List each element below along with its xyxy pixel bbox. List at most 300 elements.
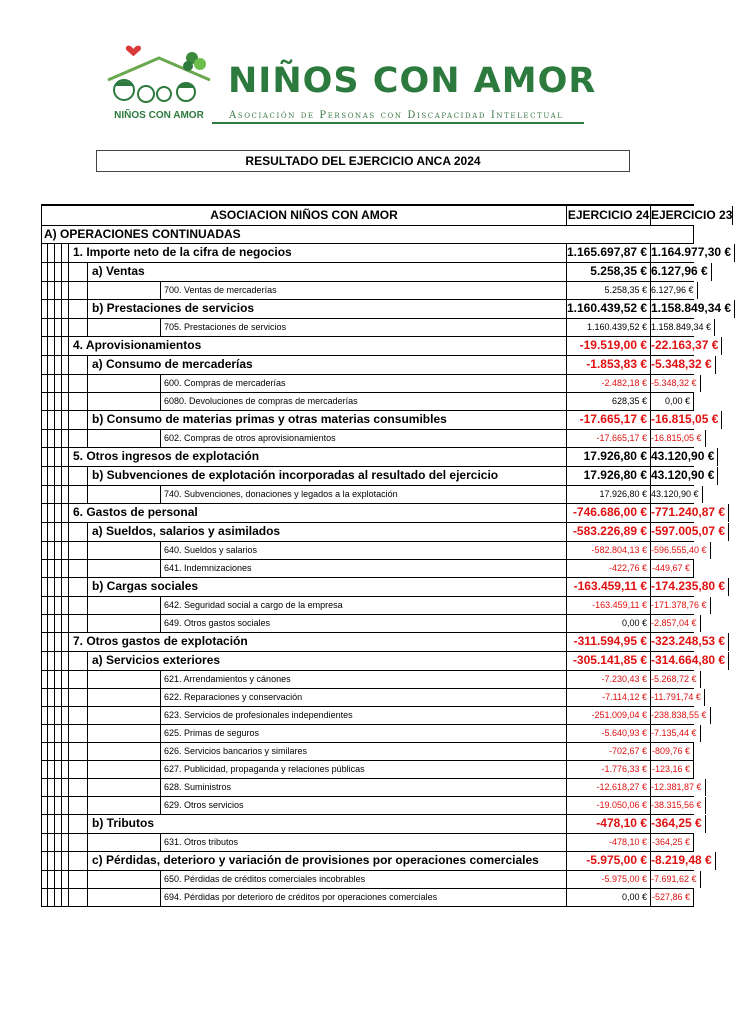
indent-cell — [48, 743, 55, 760]
indent-cell — [69, 375, 88, 392]
indent-cell — [55, 652, 62, 670]
row-label: 7. Otros gastos de explotación — [69, 633, 567, 651]
indent-cell — [69, 411, 88, 429]
section-label: A) OPERACIONES CONTINUADAS — [41, 226, 694, 243]
indent-cell — [41, 375, 48, 392]
value-2023: -7.691,62 € — [651, 871, 701, 888]
indent-cell — [69, 707, 88, 724]
table-row — [41, 578, 726, 597]
indent-cell — [62, 319, 69, 336]
value-2023: 6.127,96 € — [651, 263, 712, 281]
indent-cell — [69, 689, 88, 706]
indent-cell — [55, 467, 62, 485]
table-row — [41, 542, 707, 560]
row-label: c) Pérdidas, deterioro y variación de provisiones por operaciones comerciales — [88, 852, 567, 870]
value-2024: -5.640,93 € — [567, 725, 651, 742]
value-2024: 5.258,35 € — [567, 282, 651, 299]
indent-cell — [55, 504, 62, 522]
value-2024: 5.258,35 € — [567, 263, 651, 281]
value-2024: -19.519,00 € — [567, 337, 651, 355]
indent-cell — [41, 560, 48, 577]
row-label: a) Consumo de mercaderías — [88, 356, 567, 374]
indent-cell — [55, 725, 62, 742]
table-row — [41, 393, 694, 411]
indent-cell — [55, 597, 62, 614]
indent-cell — [69, 834, 88, 851]
indent-cell — [55, 615, 62, 632]
indent-cell — [41, 282, 48, 299]
indent-cell — [41, 300, 48, 318]
indent-cell — [55, 393, 62, 410]
indent-cell — [41, 852, 48, 870]
value-2023: 0,00 € — [651, 393, 694, 410]
indent-cell — [41, 356, 48, 374]
indent-cell — [41, 797, 48, 814]
indent-cell — [48, 486, 55, 503]
indent-cell — [69, 797, 88, 814]
indent-cell — [88, 797, 161, 814]
logo-text: NIÑOS CON AMOR — [114, 110, 204, 121]
indent-cell — [48, 815, 55, 833]
indent-cell — [62, 689, 69, 706]
indent-cell — [62, 743, 69, 760]
table-row — [41, 779, 702, 797]
value-2023: -12.381,87 € — [651, 779, 706, 796]
indent-cell — [41, 633, 48, 651]
indent-cell — [55, 560, 62, 577]
indent-cell — [41, 834, 48, 851]
row-label: 6. Gastos de personal — [69, 504, 567, 522]
indent-cell — [69, 393, 88, 410]
table-row — [41, 263, 708, 282]
indent-cell — [55, 743, 62, 760]
indent-cell — [62, 282, 69, 299]
indent-cell — [55, 671, 62, 688]
table-row — [41, 671, 697, 689]
value-2023: 43.120,90 € — [651, 486, 703, 503]
indent-cell — [41, 319, 48, 336]
indent-cell — [41, 871, 48, 888]
indent-cell — [88, 542, 161, 559]
value-2023: -11.791,74 € — [651, 689, 705, 706]
table-row — [41, 430, 702, 448]
indent-cell — [48, 652, 55, 670]
indent-cell — [62, 375, 69, 392]
indent-cell — [69, 761, 88, 778]
value-2024: 17.926,80 € — [567, 467, 651, 485]
value-2024: 17.926,80 € — [567, 448, 651, 466]
indent-cell — [55, 282, 62, 299]
value-2024: -163.459,11 € — [567, 578, 651, 596]
indent-cell — [62, 486, 69, 503]
indent-cell — [88, 707, 161, 724]
table-row — [41, 871, 697, 889]
indent-cell — [88, 615, 161, 632]
indent-cell — [41, 652, 48, 670]
indent-cell — [69, 615, 88, 632]
value-2023: 1.158.849,34 € — [651, 300, 735, 318]
table-row — [41, 560, 694, 578]
indent-cell — [69, 542, 88, 559]
value-2023: 6.127,96 € — [651, 282, 698, 299]
indent-cell — [62, 542, 69, 559]
value-2023: -314.664,80 € — [651, 652, 729, 670]
value-2023: -5.348,32 € — [651, 356, 716, 374]
indent-cell — [88, 560, 161, 577]
indent-cell — [48, 263, 55, 281]
indent-cell — [69, 725, 88, 742]
indent-cell — [62, 834, 69, 851]
table-row — [41, 375, 697, 393]
indent-cell — [48, 689, 55, 706]
row-label: 600. Compras de mercaderías — [161, 375, 567, 392]
indent-cell — [41, 725, 48, 742]
indent-cell — [55, 430, 62, 447]
entity-header: ASOCIACION NIÑOS CON AMOR — [41, 206, 567, 225]
indent-cell — [48, 633, 55, 651]
row-label: 1. Importe neto de la cifra de negocios — [69, 244, 567, 262]
value-2024: -1.853,83 € — [567, 356, 651, 374]
table-row — [41, 448, 715, 467]
indent-cell — [69, 319, 88, 336]
indent-cell — [69, 430, 88, 447]
row-label: a) Ventas — [88, 263, 567, 281]
indent-cell — [62, 393, 69, 410]
indent-cell — [55, 815, 62, 833]
row-label: b) Cargas sociales — [88, 578, 567, 596]
indent-cell — [48, 761, 55, 778]
table-row — [41, 319, 712, 337]
value-2023: 43.120,90 € — [651, 448, 718, 466]
income-statement-table — [41, 204, 733, 907]
indent-cell — [41, 889, 48, 906]
row-label: 627. Publicidad, propaganda y relaciones públicas — [161, 761, 567, 778]
indent-cell — [55, 871, 62, 888]
table-row — [41, 889, 694, 907]
table-body — [41, 244, 732, 907]
indent-cell — [69, 652, 88, 670]
indent-cell — [41, 337, 48, 355]
value-2023: -527,86 € — [651, 889, 694, 906]
indent-cell — [55, 375, 62, 392]
indent-cell — [55, 689, 62, 706]
value-2023: -364,25 € — [651, 815, 706, 833]
value-2023: -16.815,05 € — [651, 411, 722, 429]
indent-cell — [48, 375, 55, 392]
table-row — [41, 523, 726, 542]
value-2024: -251.009,04 € — [567, 707, 651, 724]
table-row — [41, 689, 701, 707]
indent-cell — [48, 542, 55, 559]
indent-cell — [88, 779, 161, 796]
indent-cell — [55, 337, 62, 355]
indent-cell — [62, 578, 69, 596]
indent-cell — [41, 743, 48, 760]
value-2024: 0,00 € — [567, 615, 651, 632]
indent-cell — [48, 871, 55, 888]
row-label: b) Subvenciones de explotación incorporadas al resultado del ejercicio — [88, 467, 567, 485]
row-label: b) Prestaciones de servicios — [88, 300, 567, 318]
value-2023: -238.838,55 € — [651, 707, 711, 724]
indent-cell — [69, 282, 88, 299]
indent-cell — [69, 523, 88, 541]
indent-cell — [88, 725, 161, 742]
value-2024: 1.165.697,87 € — [567, 244, 651, 262]
table-row — [41, 743, 694, 761]
indent-cell — [41, 448, 48, 466]
indent-cell — [55, 834, 62, 851]
indent-cell — [62, 504, 69, 522]
value-2024: 1.160.439,52 € — [567, 319, 651, 336]
row-label: 631. Otros tributos — [161, 834, 567, 851]
row-label: 649. Otros gastos sociales — [161, 615, 567, 632]
value-2023: -22.163,37 € — [651, 337, 722, 355]
indent-cell — [48, 393, 55, 410]
row-label: 6080. Devoluciones de compras de mercaderías — [161, 393, 567, 410]
indent-cell — [48, 797, 55, 814]
value-2024: -5.975,00 € — [567, 871, 651, 888]
table-row — [41, 467, 715, 486]
table-row — [41, 597, 707, 615]
indent-cell — [62, 560, 69, 577]
indent-cell — [62, 725, 69, 742]
indent-cell — [41, 486, 48, 503]
row-label: 650. Pérdidas de créditos comerciales incobrables — [161, 871, 567, 888]
indent-cell — [48, 578, 55, 596]
indent-cell — [41, 542, 48, 559]
table-row — [41, 300, 732, 319]
indent-cell — [88, 393, 161, 410]
row-label: b) Tributos — [88, 815, 567, 833]
value-2024: -422,76 € — [567, 560, 651, 577]
value-2023: 43.120,90 € — [651, 467, 718, 485]
table-row — [41, 504, 726, 523]
year-2023-header: EJERCICIO 23 — [651, 206, 733, 225]
indent-cell — [62, 671, 69, 688]
indent-cell — [55, 852, 62, 870]
row-label: b) Consumo de materias primas y otras materias consumibles — [88, 411, 567, 429]
value-2023: -449,67 € — [651, 560, 694, 577]
value-2024: -17.665,17 € — [567, 411, 651, 429]
value-2024: 628,35 € — [567, 393, 651, 410]
value-2023: -596.555,40 € — [651, 542, 711, 559]
indent-cell — [62, 633, 69, 651]
indent-cell — [88, 430, 161, 447]
indent-cell — [88, 834, 161, 851]
value-2024: -311.594,95 € — [567, 633, 651, 651]
indent-cell — [62, 448, 69, 466]
indent-cell — [88, 375, 161, 392]
indent-cell — [48, 834, 55, 851]
indent-cell — [55, 263, 62, 281]
table-row — [41, 337, 719, 356]
table-row — [41, 834, 694, 852]
indent-cell — [69, 300, 88, 318]
indent-cell — [48, 467, 55, 485]
indent-cell — [55, 300, 62, 318]
indent-cell — [88, 889, 161, 906]
value-2023: -771.240,87 € — [651, 504, 729, 522]
indent-cell — [48, 504, 55, 522]
table-row — [41, 411, 719, 430]
indent-cell — [69, 486, 88, 503]
indent-cell — [88, 319, 161, 336]
indent-cell — [62, 852, 69, 870]
indent-cell — [69, 779, 88, 796]
indent-cell — [55, 523, 62, 541]
indent-cell — [48, 889, 55, 906]
indent-cell — [62, 244, 69, 262]
indent-cell — [55, 761, 62, 778]
row-label: 642. Seguridad social a cargo de la empresa — [161, 597, 567, 614]
indent-cell — [48, 356, 55, 374]
value-2023: -597.005,07 € — [651, 523, 729, 541]
indent-cell — [69, 815, 88, 833]
indent-cell — [62, 761, 69, 778]
indent-cell — [55, 542, 62, 559]
indent-cell — [69, 263, 88, 281]
indent-cell — [69, 889, 88, 906]
value-2024: -19.050,06 € — [567, 797, 651, 814]
indent-cell — [48, 448, 55, 466]
indent-cell — [62, 871, 69, 888]
value-2024: -478,10 € — [567, 815, 651, 833]
indent-cell — [48, 244, 55, 262]
row-label: 628. Suministros — [161, 779, 567, 796]
value-2024: -12.618,27 € — [567, 779, 651, 796]
table-row — [41, 486, 699, 504]
indent-cell — [55, 448, 62, 466]
value-2023: -7.135,44 € — [651, 725, 701, 742]
value-2023: -8.219,48 € — [651, 852, 716, 870]
indent-cell — [55, 319, 62, 336]
table-row — [41, 282, 694, 300]
indent-cell — [55, 707, 62, 724]
indent-cell — [41, 779, 48, 796]
table-row — [41, 852, 712, 871]
indent-cell — [48, 779, 55, 796]
indent-cell — [62, 523, 69, 541]
indent-cell — [55, 356, 62, 374]
value-2024: -583.226,89 € — [567, 523, 651, 541]
value-2024: -5.975,00 € — [567, 852, 651, 870]
indent-cell — [55, 779, 62, 796]
indent-cell — [48, 430, 55, 447]
indent-cell — [88, 689, 161, 706]
indent-cell — [48, 300, 55, 318]
indent-cell — [62, 263, 69, 281]
indent-cell — [48, 560, 55, 577]
value-2024: -305.141,85 € — [567, 652, 651, 670]
indent-cell — [69, 560, 88, 577]
value-2024: -7.114,12 € — [567, 689, 651, 706]
row-label: 740. Subvenciones, donaciones y legados a la explotación — [161, 486, 567, 503]
indent-cell — [88, 743, 161, 760]
row-label: 626. Servicios bancarios y similares — [161, 743, 567, 760]
indent-cell — [62, 889, 69, 906]
indent-cell — [41, 467, 48, 485]
indent-cell — [55, 244, 62, 262]
table-row — [41, 707, 707, 725]
indent-cell — [41, 411, 48, 429]
value-2024: -702,67 € — [567, 743, 651, 760]
table-row — [41, 797, 702, 815]
value-2024: -478,10 € — [567, 834, 651, 851]
value-2023: -171.378,76 € — [651, 597, 711, 614]
row-label: 622. Reparaciones y conservación — [161, 689, 567, 706]
value-2023: -16.815,05 € — [651, 430, 706, 447]
table-row — [41, 244, 732, 263]
indent-cell — [62, 815, 69, 833]
value-2023: 1.164.977,30 € — [651, 244, 735, 262]
indent-cell — [41, 393, 48, 410]
value-2023: -2.857,04 € — [651, 615, 701, 632]
indent-cell — [62, 430, 69, 447]
row-label: a) Sueldos, salarios y asimilados — [88, 523, 567, 541]
indent-cell — [41, 671, 48, 688]
table-row — [41, 615, 697, 633]
row-label: 625. Primas de seguros — [161, 725, 567, 742]
value-2023: -123,16 € — [651, 761, 694, 778]
row-label: 700. Ventas de mercaderías — [161, 282, 567, 299]
indent-cell — [62, 300, 69, 318]
indent-cell — [41, 523, 48, 541]
indent-cell — [55, 889, 62, 906]
indent-cell — [62, 779, 69, 796]
indent-cell — [48, 282, 55, 299]
brand-underline — [212, 122, 584, 124]
indent-cell — [41, 430, 48, 447]
indent-cell — [88, 282, 161, 299]
value-2024: -746.686,00 € — [567, 504, 651, 522]
association-logo — [104, 46, 214, 122]
value-2024: -1.776,33 € — [567, 761, 651, 778]
indent-cell — [88, 871, 161, 888]
row-label: 623. Servicios de profesionales independientes — [161, 707, 567, 724]
indent-cell — [62, 615, 69, 632]
report-title: RESULTADO DEL EJERCICIO ANCA 2024 — [96, 150, 630, 172]
row-label: 705. Prestaciones de servicios — [161, 319, 567, 336]
indent-cell — [41, 707, 48, 724]
section-row — [41, 226, 694, 244]
indent-cell — [62, 467, 69, 485]
indent-cell — [62, 597, 69, 614]
indent-cell — [41, 504, 48, 522]
indent-cell — [69, 871, 88, 888]
indent-cell — [69, 852, 88, 870]
indent-cell — [48, 671, 55, 688]
row-label: 4. Aprovisionamientos — [69, 337, 567, 355]
indent-cell — [41, 578, 48, 596]
value-2023: -809,76 € — [651, 743, 694, 760]
indent-cell — [48, 411, 55, 429]
value-2024: -2.482,18 € — [567, 375, 651, 392]
indent-cell — [41, 815, 48, 833]
table-row — [41, 356, 712, 375]
value-2023: -174.235,80 € — [651, 578, 729, 596]
indent-cell — [48, 337, 55, 355]
indent-cell — [69, 671, 88, 688]
indent-cell — [55, 633, 62, 651]
indent-cell — [41, 689, 48, 706]
row-label: 640. Sueldos y salarios — [161, 542, 567, 559]
row-label: 602. Compras de otros aprovisionamientos — [161, 430, 567, 447]
value-2024: -17.665,17 € — [567, 430, 651, 447]
brand-subtitle: Asociación de Personas con Discapacidad Intelectual — [229, 110, 564, 121]
indent-cell — [62, 337, 69, 355]
value-2023: -364,25 € — [651, 834, 694, 851]
value-2024: 17.926,80 € — [567, 486, 651, 503]
